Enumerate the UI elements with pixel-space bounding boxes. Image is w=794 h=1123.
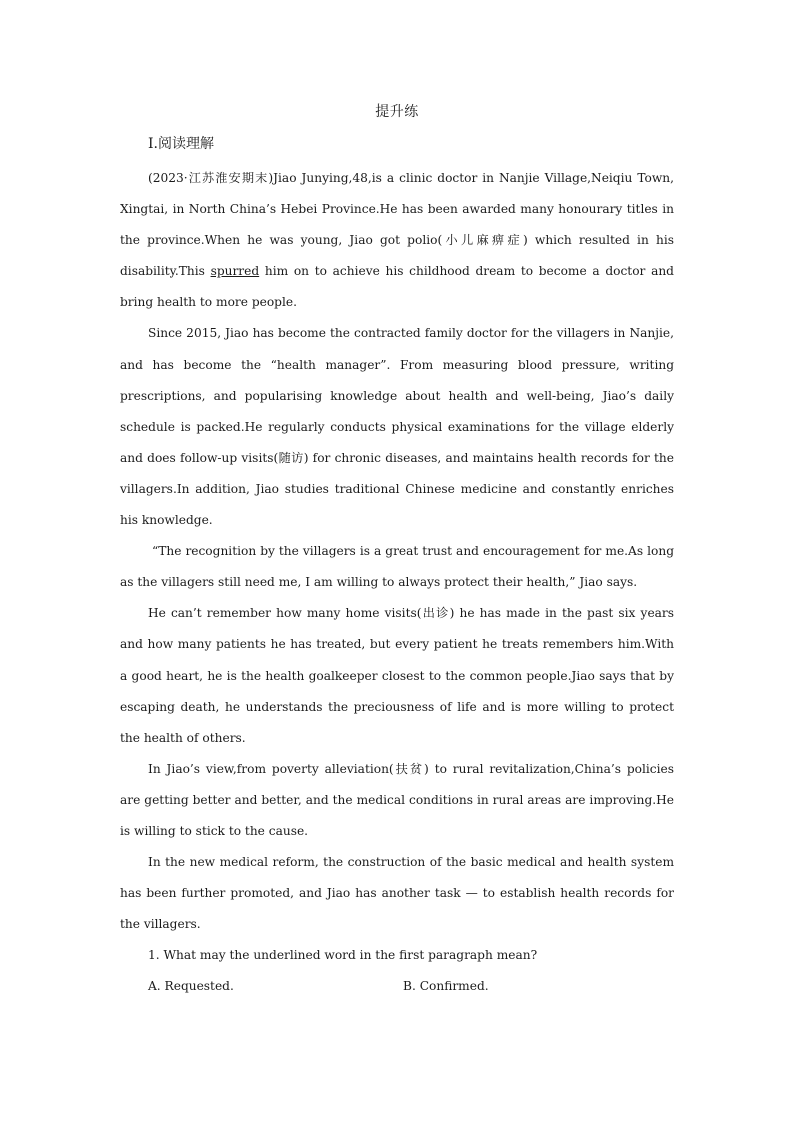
paragraph-2: Since 2015, Jiao has become the contracted family doctor for the villagers in Nanjie, and has become the “health manager”. From measuring blood pressure, writing prescriptions, and popularising knowledge about health and well-being, Jiao’s daily schedule is packed.He regularly conducts physical examinations for the village elderly and does follow-up visits(随访) for chronic diseases, and maintains health records for the villagers.In addition, Jiao studies traditional Chinese medicine and constantly enriches his knowledge. xyxy=(120,326,674,528)
paragraph-5: In Jiao’s view,from poverty alleviation(扶贫) to rural revitalization,China’s policies are getting better and better, and the medical conditions in rural areas are improving.He is willing to stick to the cause. xyxy=(120,761,674,838)
paragraph-3: “The recognition by the villagers is a great trust and encouragement for me.As long as the villagers still need me, I am willing to always protect their health,” Jiao says. xyxy=(120,544,674,590)
reading-passage xyxy=(120,163,674,1002)
paragraph-6: In the new medical reform, the construction of the basic medical and health system has been further promoted, and Jiao has another task — to establish health records for the villagers. xyxy=(120,855,674,932)
page-title: 提升练 xyxy=(375,104,419,120)
paragraph-1-text-end: him on to achieve his childhood dream to become a doctor and bring health to more people. xyxy=(120,264,674,310)
paragraph-1-text-start: (2023·江苏淮安期末)Jiao Junying,48,is a clinic doctor in Nanjie Village,Neiqiu Town, Xingtai, in North China’s Hebei Province.He has been awarded many honourary titles in the province.When he was young, Jiao got polio(小儿麻痹症) which resulted in his disability.This xyxy=(120,171,674,279)
question-1-options xyxy=(120,971,674,1002)
option-b: B. Confirmed. xyxy=(403,979,489,994)
section-heading: Ⅰ.阅读理解 xyxy=(148,136,214,152)
question-1-stem: 1. What may the underlined word in the first paragraph mean? xyxy=(148,948,538,963)
paragraph-1 xyxy=(120,163,674,318)
underlined-word: spurred xyxy=(210,264,260,279)
option-a: A. Requested. xyxy=(148,979,234,994)
paragraph-4: He can’t remember how many home visits(出诊) he has made in the past six years and how many patients he has treated, but every patient he treats remembers him.With a good heart, he is the health goalkeeper closest to the common people.Jiao says that by escaping death, he understands the preciousness of life and is more willing to protect the health of others. xyxy=(120,606,674,745)
